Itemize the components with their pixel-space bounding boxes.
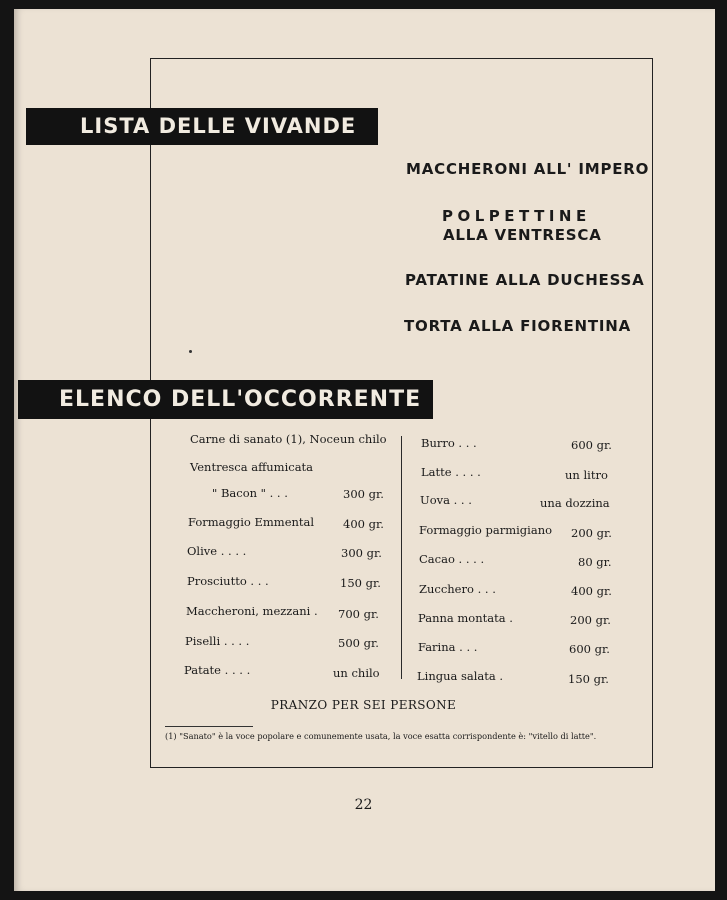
left-item-name: Prosciutto . . . <box>187 574 269 588</box>
dish-1: MACCHERONI ALL' IMPERO <box>406 160 650 178</box>
right-item-qty: 600 gr. <box>571 438 612 452</box>
left-item-qty: 300 gr. <box>343 487 384 501</box>
right-item-qty: una dozzina <box>540 496 610 510</box>
right-item-name: Farina . . . <box>418 640 478 654</box>
footnote-rule <box>165 726 253 727</box>
right-item-qty: 150 gr. <box>568 672 609 686</box>
left-item-qty: 150 gr. <box>340 576 381 590</box>
ingredients-heading-banner <box>18 380 433 419</box>
right-item-name: Burro . . . <box>421 436 477 450</box>
page-number: 22 <box>354 797 373 813</box>
left-item-qty: 500 gr. <box>338 636 379 650</box>
dish-2-line-2: ALLA VENTRESCA <box>443 226 602 244</box>
left-item-name: Ventresca affumicata <box>190 460 314 474</box>
right-item-qty: 200 gr. <box>570 613 611 627</box>
right-item-qty: 80 gr. <box>578 555 612 569</box>
left-item-name: Carne di sanato (1), Noce <box>190 432 340 446</box>
right-item-qty: 600 gr. <box>569 642 610 656</box>
right-item-qty: 200 gr. <box>571 526 612 540</box>
right-item-qty: un litro <box>565 468 608 482</box>
right-item-name: Cacao . . . . <box>419 552 485 566</box>
menu-heading: LISTA DELLE VIVANDE <box>80 114 357 138</box>
left-item-qty: un chilo <box>340 432 387 446</box>
menu-heading-banner <box>26 108 378 145</box>
right-item-name: Zucchero . . . <box>419 582 496 596</box>
servings-caption: PRANZO PER SEI PERSONE <box>270 698 457 712</box>
left-item-qty: 300 gr. <box>341 546 382 560</box>
decorative-dot <box>189 350 192 353</box>
dish-3: PATATINE ALLA DUCHESSA <box>405 271 645 289</box>
right-item-name: Uova . . . <box>420 493 472 507</box>
footnote: (1) "Sanato" è la voce popolare e comunemente usata, la voce esatta corrispondente è: "vitello di latte". <box>165 731 597 741</box>
left-item-name: Patate . . . . <box>184 663 251 677</box>
column-divider <box>401 436 402 679</box>
left-item-name: Olive . . . . <box>187 544 247 558</box>
left-item-qty: 400 gr. <box>343 517 384 531</box>
right-item-name: Panna montata . <box>418 611 513 625</box>
right-item-name: Latte . . . . <box>421 465 481 479</box>
right-item-name: Formaggio parmigiano <box>419 523 553 537</box>
ingredients-heading: ELENCO DELL'OCCORRENTE <box>59 387 422 412</box>
dish-4: TORTA ALLA FIORENTINA <box>404 317 632 335</box>
dish-2-line-1: POLPETTINE <box>442 207 591 225</box>
left-item-name: " Bacon " . . . <box>212 486 288 500</box>
left-item-name: Formaggio Emmental <box>188 515 315 529</box>
right-item-name: Lingua salata . <box>417 669 504 683</box>
left-item-qty: 700 gr. <box>338 607 379 621</box>
right-item-qty: 400 gr. <box>571 584 612 598</box>
left-item-name: Piselli . . . . <box>185 634 250 648</box>
left-item-name: Maccheroni, mezzani . <box>186 604 318 618</box>
left-item-qty: un chilo <box>333 666 380 680</box>
